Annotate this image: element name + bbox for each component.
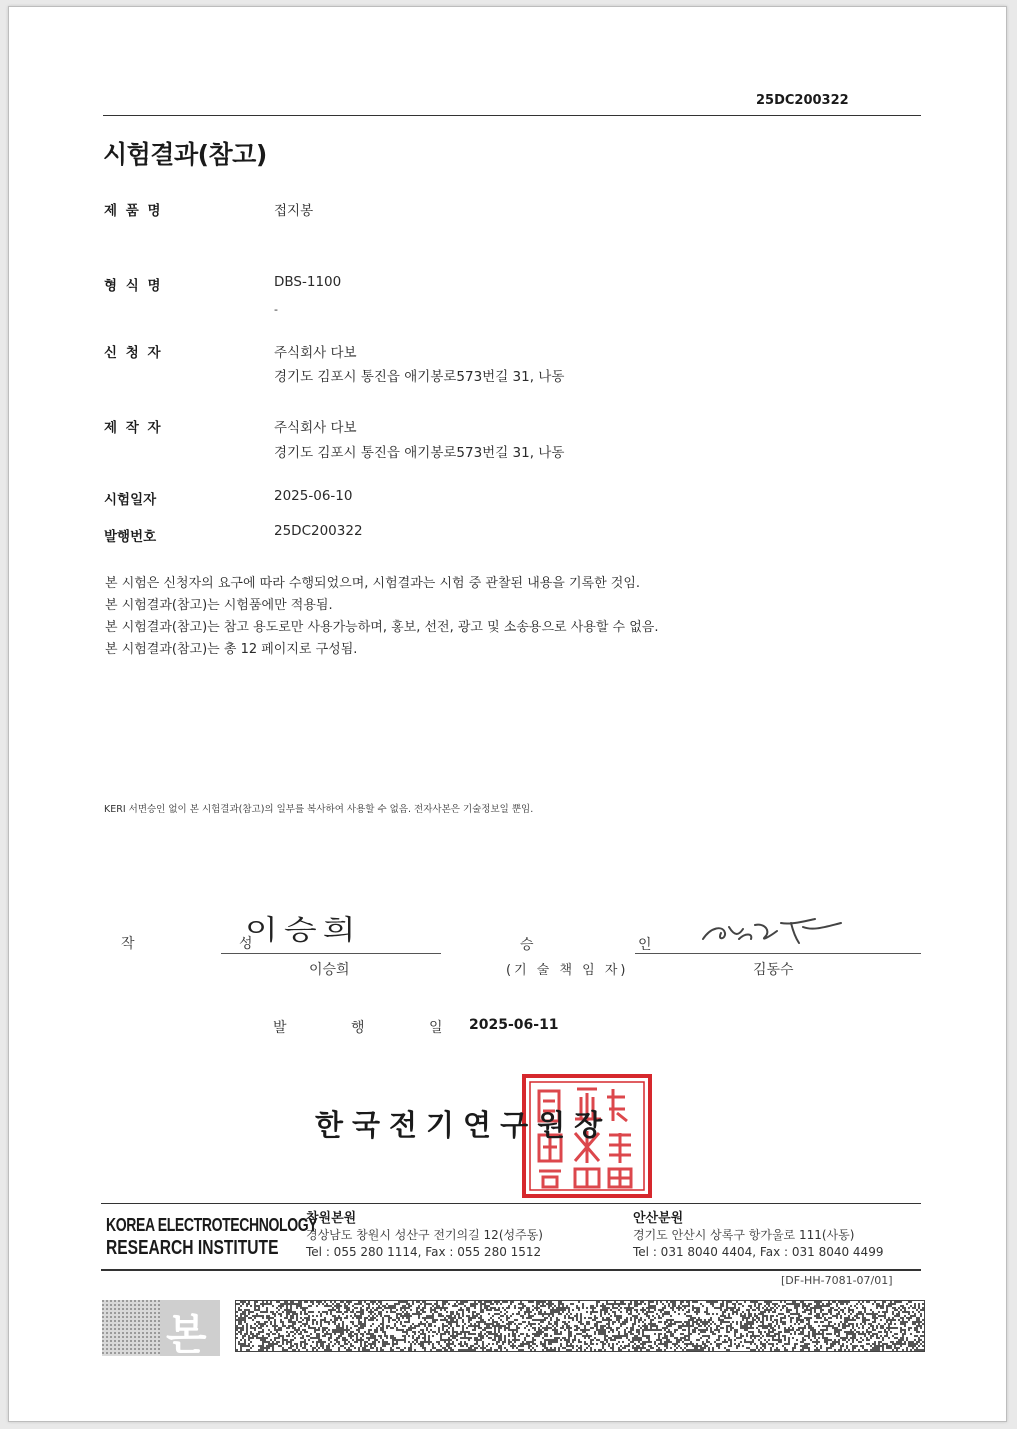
issue-date-label: 발 행 일 (273, 1020, 473, 1036)
branch-address: 경기도 안산시 상록구 항가울로 111(사동) (633, 1228, 855, 1242)
approver-name: 김동수 (753, 962, 794, 978)
header-rule (103, 115, 921, 116)
author-label: 작 성 (121, 936, 303, 952)
keri-notice: KERI 서면승인 없이 본 시험결과(참고)의 일부를 복사하여 사용할 수 없음. 전자사본은 기술정보일 뿐임. (104, 804, 534, 815)
issue-date-value: 2025-06-11 (469, 1017, 559, 1033)
form-number: [DF-HH-7081-07/01] (781, 1274, 893, 1287)
author-name: 이승희 (309, 962, 350, 978)
page-title: 시험결과(참고) (103, 140, 267, 169)
document-page (8, 6, 1007, 1422)
note-line: 본 시험결과(참고)는 시험품에만 적용됨. (105, 598, 333, 613)
field-value-model-extra: - (274, 303, 278, 316)
field-label-manufacturer: 제 작 자 (104, 420, 163, 436)
field-value-applicant-address: 경기도 김포시 통진읍 애기봉로573번길 31, 나동 (274, 369, 565, 385)
field-label-issue-number: 발행번호 (104, 529, 157, 545)
field-label-product: 제 품 명 (104, 203, 163, 219)
approver-label: 승 인 (520, 937, 702, 953)
field-label-applicant: 신 청 자 (104, 345, 163, 361)
field-value-applicant: 주식회사 다보 (274, 345, 357, 361)
field-value-manufacturer-address: 경기도 김포시 통진읍 애기봉로573번길 31, 나동 (274, 445, 565, 461)
document-number-top: 25DC200322 (756, 93, 849, 108)
field-value-manufacturer: 주식회사 다보 (274, 420, 357, 436)
field-value-model: DBS-1100 (274, 274, 342, 290)
approver-signature-handwriting (695, 913, 855, 955)
note-line: 본 시험결과(참고)는 총 12 페이지로 구성됨. (105, 642, 358, 657)
author-signature-handwriting: 이승희 (245, 914, 362, 947)
author-signature-line (221, 953, 441, 954)
field-value-test-date: 2025-06-10 (274, 488, 353, 504)
branch-contact: Tel : 031 8040 4404, Fax : 031 8040 4499 (633, 1245, 884, 1259)
footer-bottom-rule (101, 1269, 921, 1271)
field-value-issue-number: 25DC200322 (274, 523, 363, 539)
keri-logo-line2: RESEARCH INSTITUTE (106, 1237, 279, 1259)
field-label-model: 형 식 명 (104, 278, 163, 294)
institute-president-title: 한국전기연구원장 (315, 1108, 612, 1142)
original-mark-text: 본 (166, 1310, 207, 1359)
branch-address: 경상남도 창원시 성산구 전기의길 12(성주동) (306, 1228, 543, 1242)
security-barcode (235, 1300, 925, 1352)
note-line: 본 시험은 신청자의 요구에 따라 수행되었으며, 시험결과는 시험 중 관찰된 내용을 기록한 것임. (105, 576, 641, 591)
footer-top-rule (101, 1203, 921, 1204)
field-label-test-date: 시험일자 (104, 492, 157, 508)
branch-name: 안산분원 (633, 1211, 684, 1226)
branch-contact: Tel : 055 280 1114, Fax : 055 280 1512 (306, 1245, 542, 1259)
approver-signature-line (635, 953, 921, 954)
keri-logo-line1: KOREA ELECTROTECHNOLOGY (106, 1215, 318, 1235)
field-value-product: 접지봉 (274, 203, 314, 219)
original-mark-badge (102, 1300, 220, 1359)
approver-role: (기 술 책 임 자) (506, 963, 629, 978)
branch-name: 창원본원 (306, 1211, 357, 1226)
note-line: 본 시험결과(참고)는 참고 용도로만 사용가능하며, 홍보, 선전, 광고 및 소송용으로 사용할 수 없음. (105, 620, 659, 635)
